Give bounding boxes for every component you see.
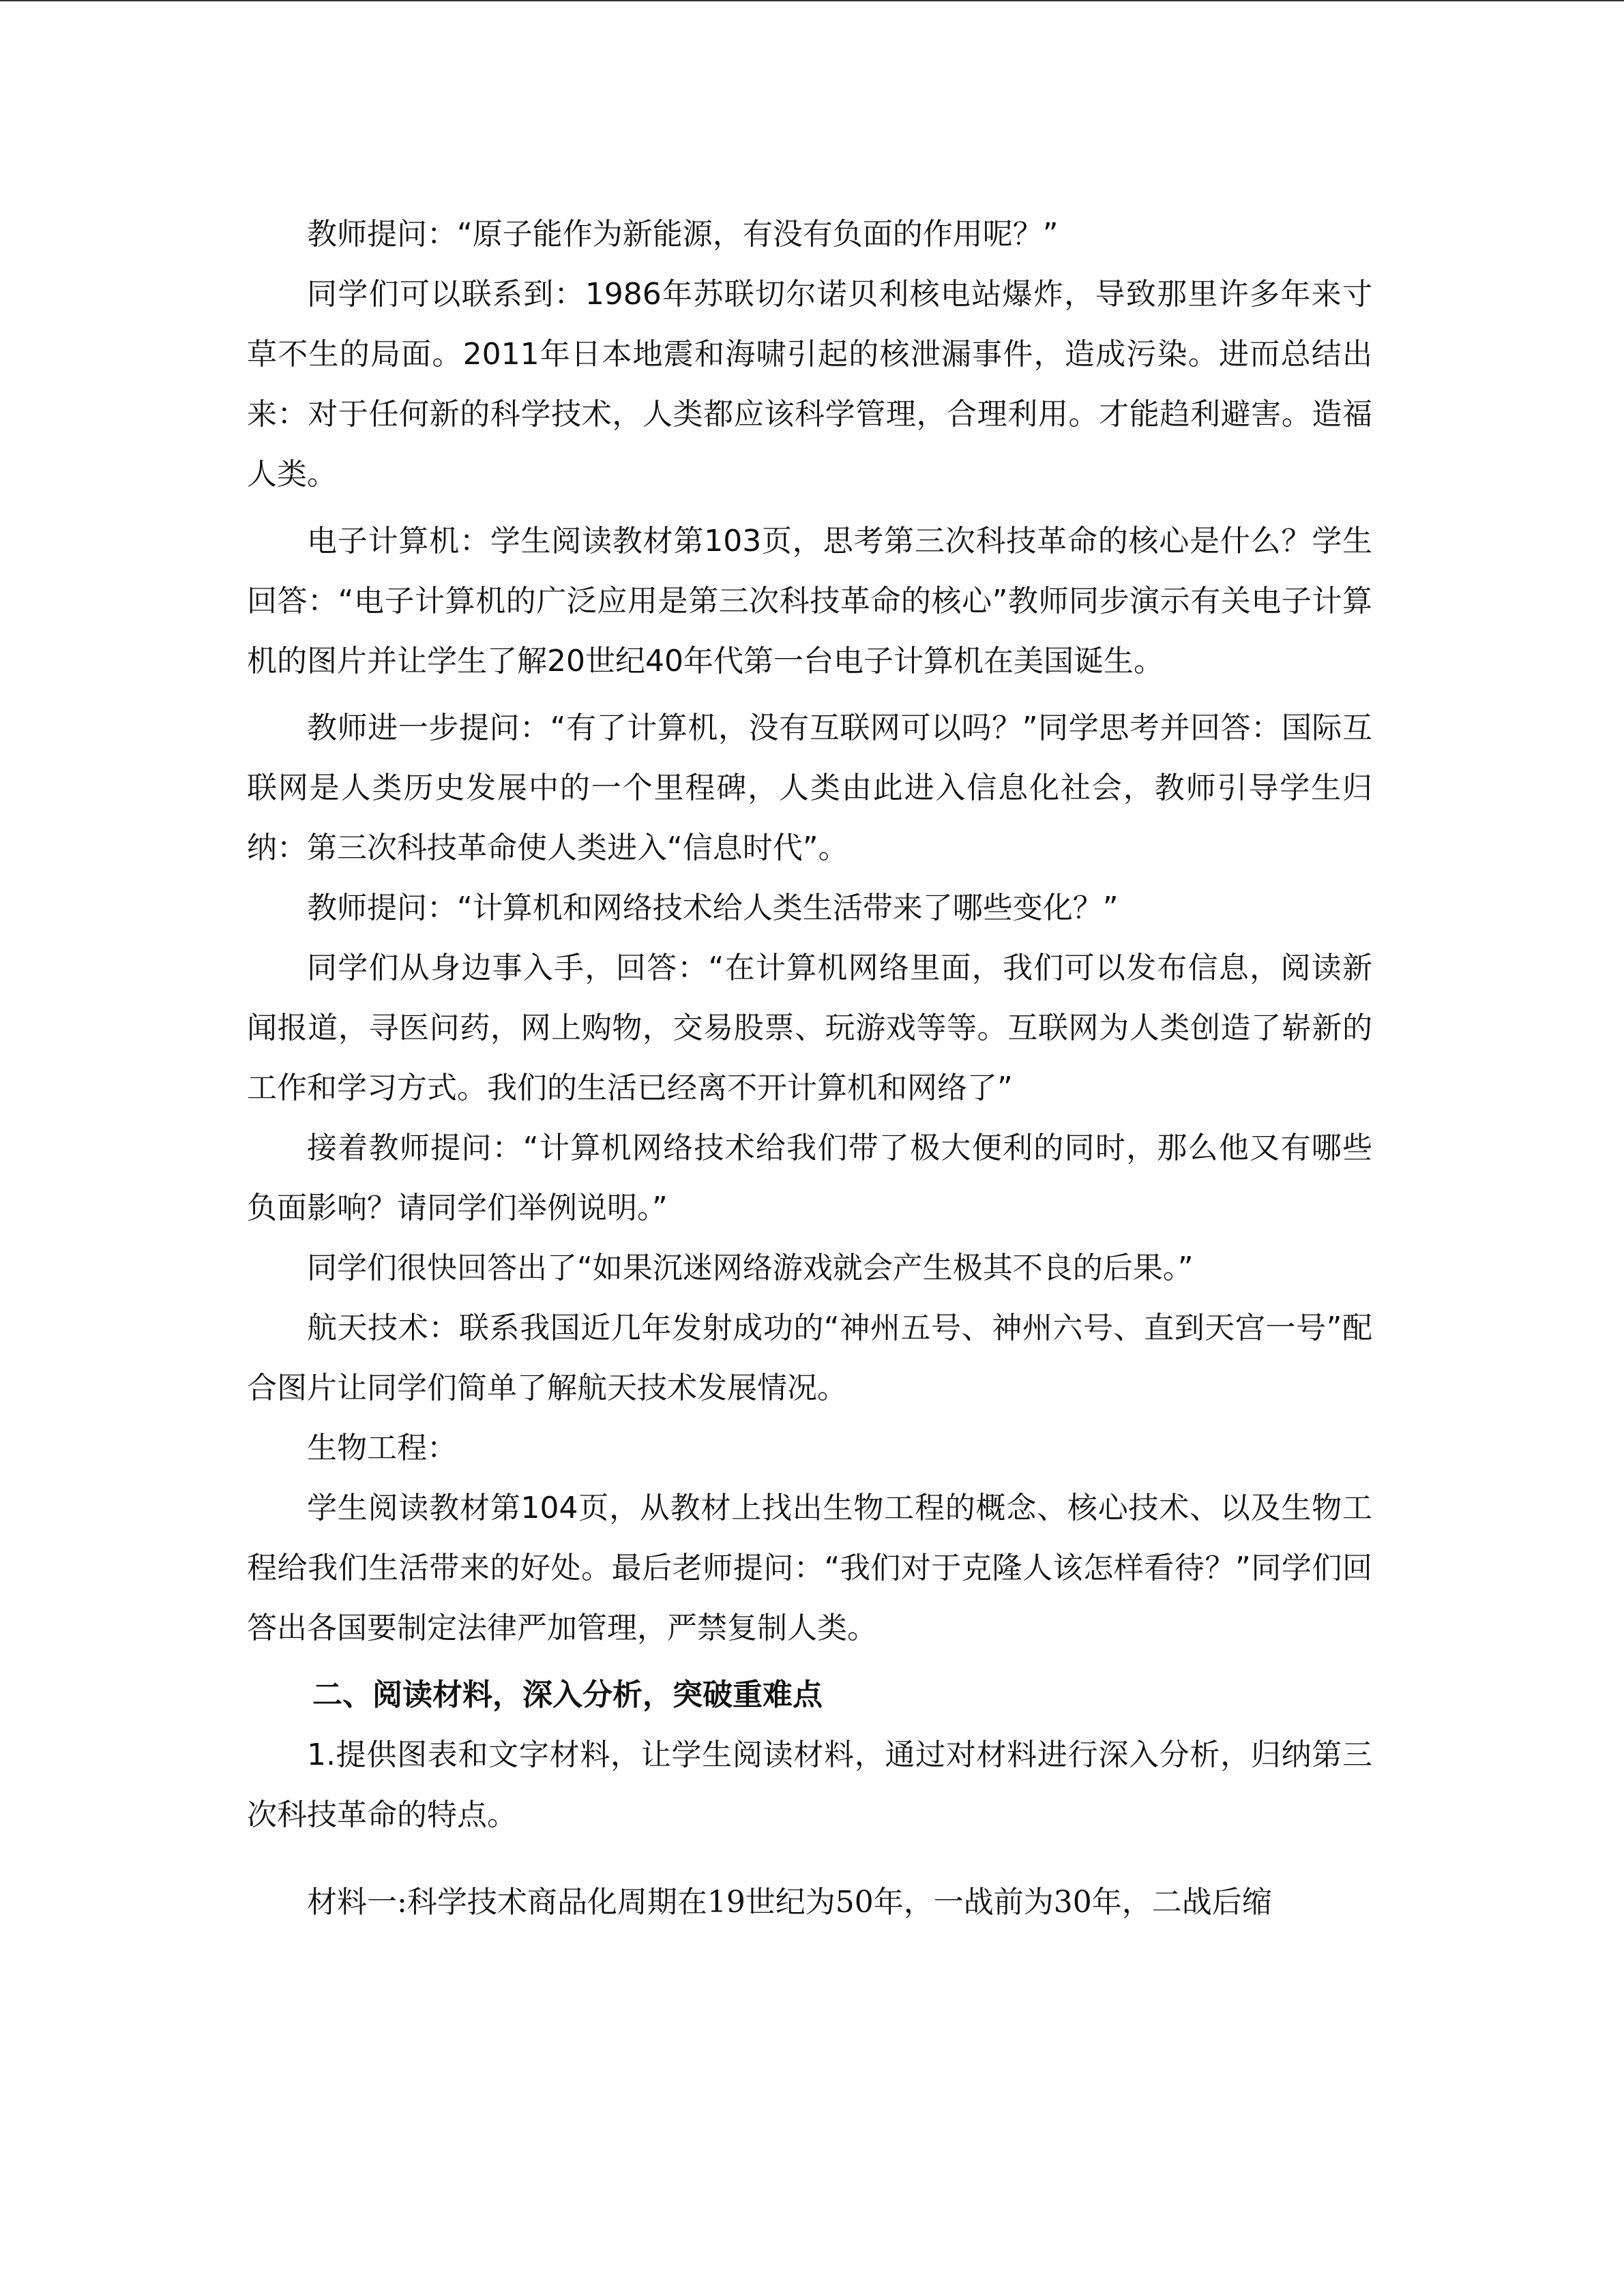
paragraph-teacher-question-atomic-energy: 教师提问：“原子能作为新能源，有没有负面的作用呢？” <box>307 217 1059 252</box>
paragraph-nuclear-accidents: 同学们可以联系到：1986年苏联切尔诺贝利核电站爆炸，导致那里许多年来寸草不生的局面。2011年日本地震和海啸引起的核泄漏事件，造成污染。进而总结出来：对于任何新的科学技术，人类都应该科学管理，合理利用。才能趋利避害。造福人类。 <box>247 277 1372 492</box>
paragraph-bioengineering-reading: 学生阅读教材第104页，从教材上找出生物工程的概念、核心技术、以及生物工程给我们生活带来的好处。最后老师提问：“我们对于克隆人该怎样看待？”同学们回答出各国要制定法律严加管理，严禁复制人类。 <box>247 1491 1372 1645</box>
paragraph-electronic-computer: 电子计算机：学生阅读教材第103页，思考第三次科技革命的核心是什么？学生回答：“电子计算机的广泛应用是第三次科技革命的核心”教师同步演示有关电子计算机的图片并让学生了解20世纪40年代第一台电子计算机在美国诞生。 <box>247 524 1372 679</box>
paragraph-student-answer-internet: 同学们从身边事入手，回答：“在计算机网络里面，我们可以发布信息，阅读新闻报道，寻医问药，网上购物，交易股票、玩游戏等等。互联网为人类创造了崭新的工作和学习方式。我们的生活已经离不开计算机和网络了” <box>247 951 1372 1105</box>
material-one-paragraph: 材料一:科学技术商品化周期在19世纪为50年，一战前为30年，二战后缩 <box>307 1885 1272 1920</box>
paragraph-aerospace-technology: 航天技术：联系我国近几年发射成功的“神州五号、神州六号、直到天宫一号”配合图片让同学们简单了解航天技术发展情况。 <box>247 1311 1372 1405</box>
list-item-1: 1.提供图表和文字材料，让学生阅读材料，通过对材料进行深入分析，归纳第三次科技革命的特点。 <box>247 1738 1372 1832</box>
paragraph-bioengineering-label: 生物工程： <box>307 1431 457 1465</box>
paragraph-internet-question: 教师进一步提问：“有了计算机，没有互联网可以吗？”同学思考并回答：国际互联网是人类历史发展中的一个里程碑，人类由此进入信息化社会，教师引导学生归纳：第三次科技革命使人类进入“信息时代”。 <box>247 711 1372 865</box>
document-body <box>247 205 1372 1933</box>
paragraph-teacher-question-changes: 教师提问：“计算机和网络技术给人类生活带来了哪些变化？” <box>307 891 1119 925</box>
section-heading: 二、阅读材料，深入分析，突破重难点 <box>312 1678 823 1712</box>
paragraph-game-addiction-answer: 同学们很快回答出了“如果沉迷网络游戏就会产生极其不良的后果。” <box>307 1251 1194 1285</box>
paragraph-negative-effects-question: 接着教师提问：“计算机网络技术给我们带了极大便利的同时，那么他又有哪些负面影响？请同学们举例说明。” <box>247 1131 1372 1225</box>
page-top-border <box>0 0 1624 1</box>
